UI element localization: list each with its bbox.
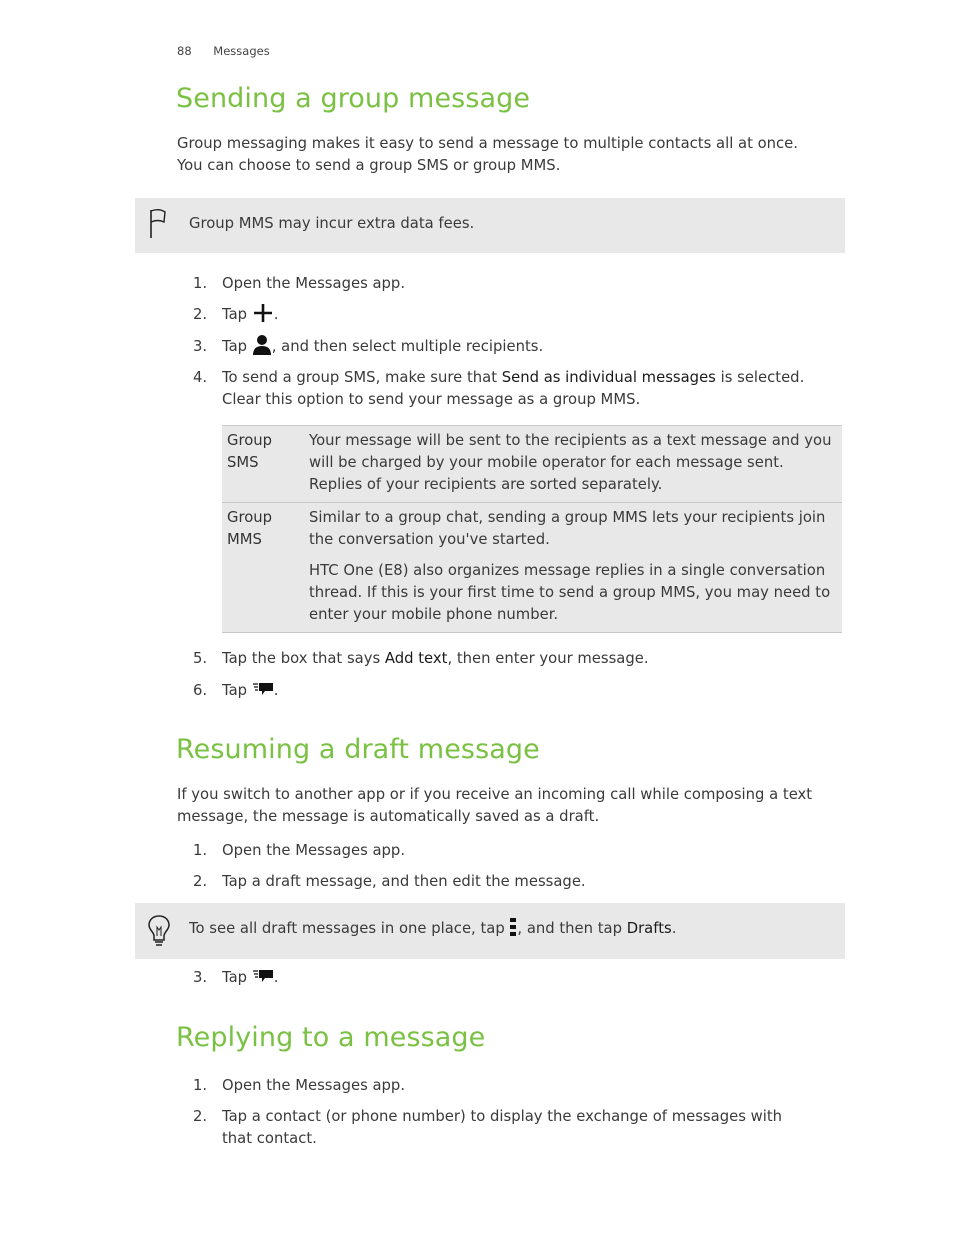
reply-step-2	[177, 1106, 842, 1150]
tip-text: To see all draft messages in one place, tap , and then tap Drafts.	[189, 918, 676, 940]
step-text: Tap the box that says Add text, then enter your message.	[222, 650, 649, 667]
draft-intro	[177, 784, 842, 828]
step-number: 3.	[193, 338, 208, 355]
option-description: Similar to a group chat, sending a group MMS lets your recipients join the conversation you've started. HTC One (E8) also organizes message replies in a single conversation thread. If this is your first time to send a group MMS, you may need to enter your mobile phone number.	[309, 509, 831, 623]
group-step-4	[177, 367, 842, 411]
plus-icon	[252, 303, 274, 323]
step-number: 4.	[193, 369, 208, 386]
step-number: 2.	[193, 306, 208, 323]
table-row	[222, 426, 842, 502]
heading-sending-group-message: Sending a group message	[176, 83, 531, 114]
step-number: 3.	[193, 969, 208, 986]
drafts-label: Drafts	[626, 920, 672, 937]
step-number: 2.	[193, 1108, 208, 1125]
step-number: 1.	[193, 1077, 208, 1094]
group-intro	[177, 133, 842, 177]
step-number: 6.	[193, 682, 208, 699]
tip-box	[135, 903, 845, 959]
heading-resuming-draft: Resuming a draft message	[176, 734, 540, 765]
lightbulb-tip-icon	[147, 914, 171, 948]
step-text: To send a group SMS, make sure that Send as individual messages is selected. Clear this option to send your message as a group MMS.	[222, 369, 805, 408]
group-options-table	[222, 425, 842, 633]
step-text: Tap , and then select multiple recipients.	[222, 336, 842, 358]
step-text: Tap .	[222, 969, 279, 986]
step-number: 1.	[193, 275, 208, 292]
step-text: Open the Messages app.	[222, 1077, 406, 1094]
step-number: 5.	[193, 650, 208, 667]
option-name: Group SMS	[227, 432, 273, 471]
page-header	[177, 44, 270, 58]
send-icon	[252, 968, 274, 984]
page-number: 88	[177, 44, 192, 58]
more-menu-icon	[509, 917, 517, 937]
group-intro-line1: Group messaging makes it easy to send a message to multiple contacts all at once.	[177, 135, 798, 152]
step-number: 2.	[193, 873, 208, 890]
note-text: Group MMS may incur extra data fees.	[189, 215, 475, 232]
step-text: Tap .	[222, 304, 842, 326]
option-description: Your message will be sent to the recipients as a text message and you will be charged by your mobile operator for each message sent. Replies of your recipients are sorted separately.	[309, 432, 832, 493]
draft-intro-line1: If you switch to another app or if you receive an incoming call while composing a text	[177, 786, 813, 803]
heading-replying: Replying to a message	[176, 1022, 486, 1053]
step-text: Tap a draft message, and then edit the message.	[222, 873, 586, 890]
add-text-box-label: Add text	[384, 650, 448, 667]
send-as-individual-option: Send as individual messages	[501, 369, 716, 386]
person-icon	[252, 334, 272, 356]
table-row	[222, 502, 842, 632]
group-intro-line2: You can choose to send a group SMS or group MMS.	[177, 157, 561, 174]
step-text: Open the Messages app.	[222, 842, 406, 859]
flag-note-icon	[147, 208, 169, 240]
step-number: 1.	[193, 842, 208, 859]
note-box	[135, 198, 845, 253]
section-name: Messages	[213, 44, 270, 58]
step-text: Open the Messages app.	[222, 275, 406, 292]
draft-intro-line2: message, the message is automatically saved as a draft.	[177, 808, 600, 825]
step-text: Tap .	[222, 682, 279, 699]
step-text: Tap a contact (or phone number) to display the exchange of messages with that contact.	[222, 1108, 783, 1147]
option-name: Group MMS	[227, 509, 273, 548]
send-icon	[252, 681, 274, 697]
